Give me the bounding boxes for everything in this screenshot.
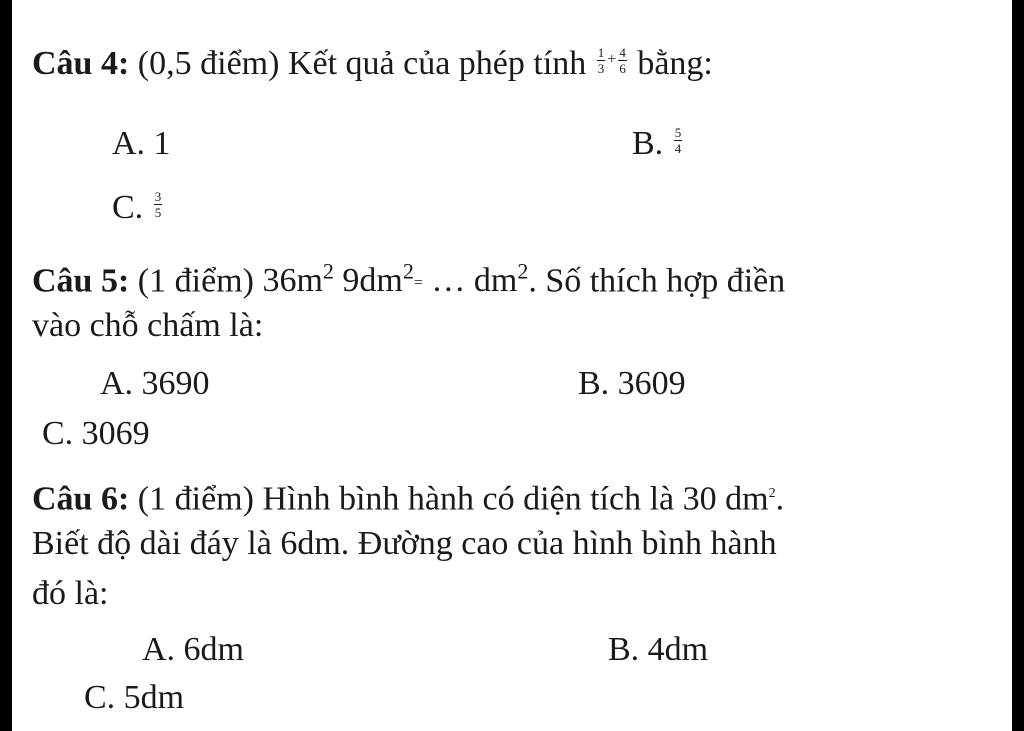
question-5-text-after: . Số thích hợp điền bbox=[528, 262, 786, 300]
plus-sign: + bbox=[607, 51, 617, 69]
blank-dm2: … $dm^2$ bbox=[431, 259, 529, 300]
fraction-4-6: $\frac{4}{6}$ bbox=[619, 44, 626, 76]
question-4-text-after: bằng: bbox=[637, 45, 713, 82]
question-6-line-2: Biết độ dài đáy là 6dm. Đường cao của hình bình hành bbox=[32, 525, 777, 562]
question-6-label: Câu 6: bbox=[32, 480, 130, 518]
worksheet-page bbox=[12, 0, 1012, 731]
question-4-text: Kết quả của phép tính bbox=[287, 45, 587, 82]
question-6-text: Hình bình hành có diện tích là 30 dm bbox=[262, 480, 769, 518]
question-4-points: (0,5 điểm) bbox=[137, 45, 280, 82]
q5-option-c: C. 3069 bbox=[42, 415, 150, 452]
question-6-line: Câu 6: (1 điểm) Hình bình hành có diện tích là 30 $dm^2$. bbox=[32, 480, 785, 518]
q6-option-b: B. 4dm bbox=[608, 631, 709, 668]
q5-option-b: B. 3609 bbox=[578, 365, 686, 402]
question-4-line bbox=[32, 44, 713, 86]
fraction-5-4: $\frac{5}{4}$ bbox=[674, 124, 682, 156]
tiny-square-mark: 2 bbox=[768, 486, 776, 501]
question-5-label: Câu 5: bbox=[32, 262, 130, 300]
q4-option-b: B. $\frac{5}{4}$ bbox=[632, 124, 682, 162]
question-5-line bbox=[32, 252, 785, 304]
question-6-line-3: đó là: bbox=[32, 575, 109, 612]
area-dm2: $9dm^2$ bbox=[342, 259, 414, 300]
q5-option-a: A. 3690 bbox=[100, 365, 210, 402]
area-m2: $36m^2$ bbox=[262, 259, 334, 300]
q4-option-c: C. $\frac{3}{5}$ bbox=[112, 188, 162, 226]
question-5-line-2: vào chỗ chấm là: bbox=[32, 307, 264, 344]
equals-sign: = bbox=[413, 274, 423, 292]
q6-option-c: C. 5dm bbox=[84, 679, 185, 716]
question-5-points: (1 điểm) bbox=[137, 262, 254, 300]
q4-option-a: A. 1 bbox=[112, 125, 171, 162]
q6-option-a: A. 6dm bbox=[142, 631, 244, 668]
fraction-1-3: $\frac{1}{3}$ bbox=[597, 44, 605, 76]
question-6-points: (1 điểm) bbox=[137, 480, 254, 518]
question-4-label: Câu 4: bbox=[32, 45, 130, 82]
fraction-3-5: $\frac{3}{5}$ bbox=[154, 188, 162, 220]
